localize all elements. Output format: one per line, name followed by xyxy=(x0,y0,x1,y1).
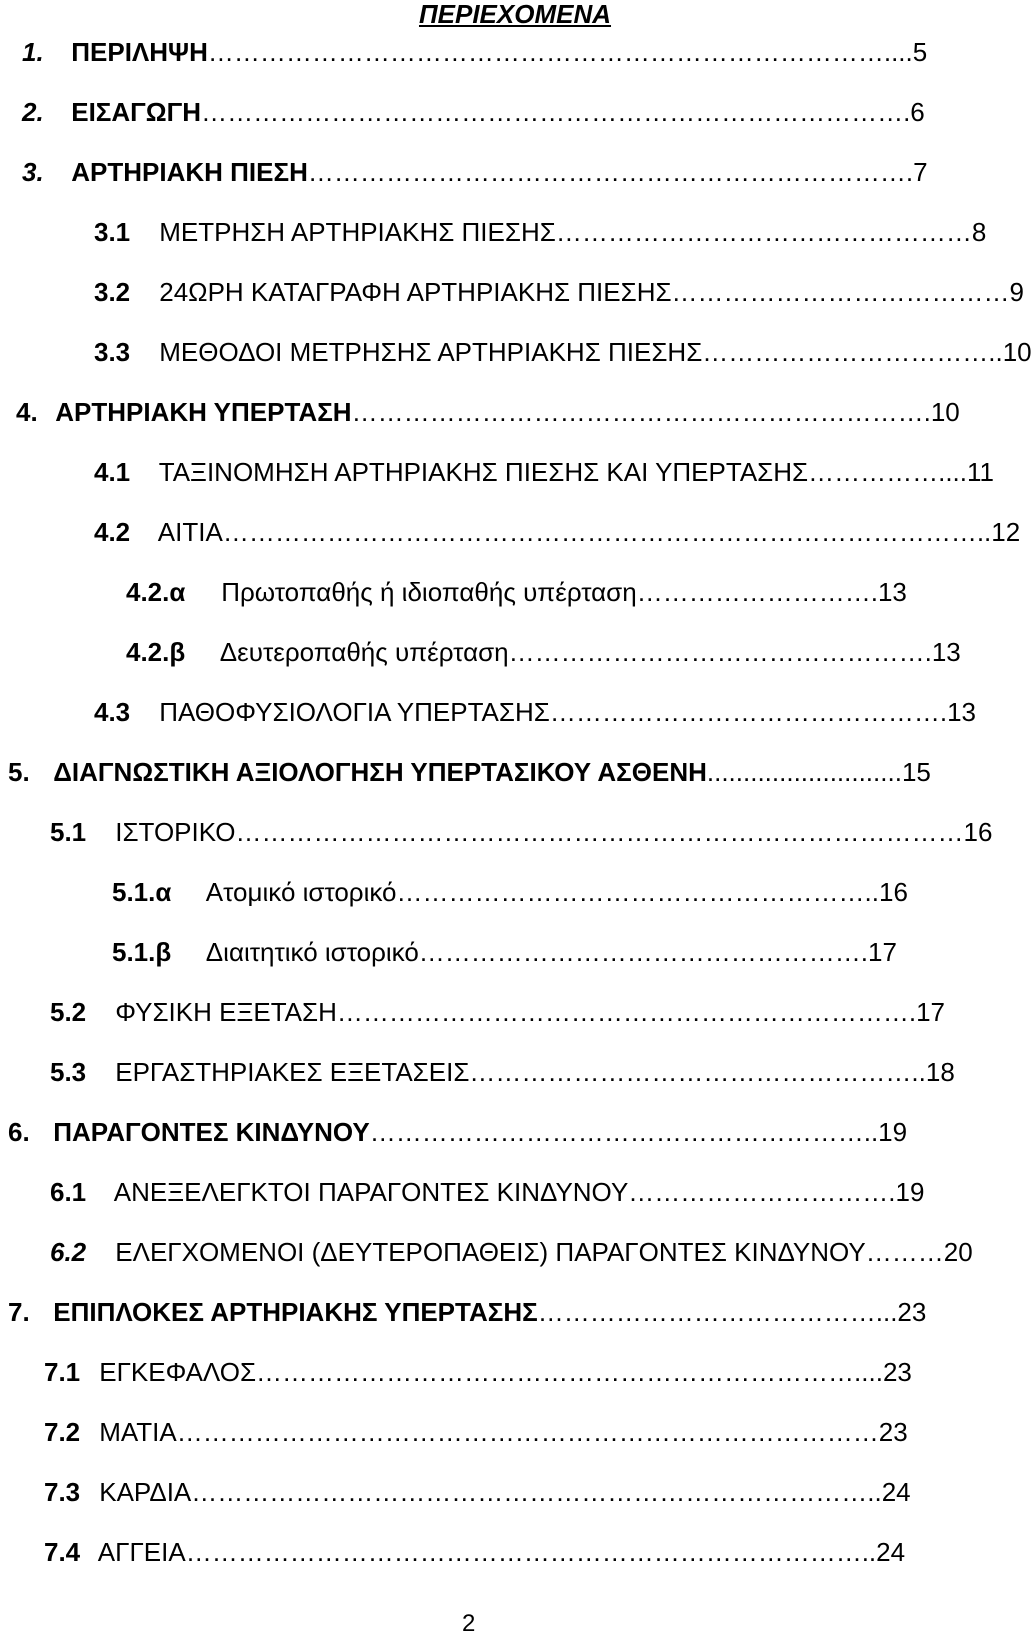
toc-entry-page: 23 xyxy=(897,1297,927,1327)
toc-entry-page: 11 xyxy=(967,457,994,487)
toc-entry-title: ΕΛΕΓΧΟΜΕΝΟΙ (ΔΕΥΤΕΡΟΠΑΘΕΙΣ) ΠΑΡΑΓΟΝΤΕΣ ΚΙΝΔΥΝΟΥ xyxy=(115,1237,866,1267)
toc-entry-page: 19 xyxy=(878,1117,908,1147)
toc-entry-number: 7.4 xyxy=(44,1537,81,1567)
toc-entry-title: ΑΓΓΕΙΑ xyxy=(97,1537,186,1567)
toc-entry-page: 16 xyxy=(878,877,908,907)
toc-entry-number: 7.2 xyxy=(44,1417,81,1447)
toc-entry-number: 6.1 xyxy=(50,1177,87,1207)
toc-entry-number: 3. xyxy=(22,157,44,187)
toc-entry-5-1[interactable] xyxy=(50,816,993,848)
toc-entry-5[interactable] xyxy=(8,756,947,788)
toc-entry-number: 3.3 xyxy=(94,337,131,367)
toc-entry-page: 12 xyxy=(991,517,1021,547)
toc-entry-leader: ……… xyxy=(865,1237,944,1267)
toc-entry-leader: ……………………………………………………………………… xyxy=(176,1417,879,1447)
toc-entry-number: 7. xyxy=(8,1297,30,1327)
toc-entry-leader: …………………………………………………………………….. xyxy=(185,1537,877,1567)
toc-entry-4[interactable] xyxy=(16,396,960,428)
toc-entry-6-2[interactable] xyxy=(50,1236,973,1268)
toc-entry-title: Πρωτοπαθής ή ιδιοπαθής υπέρταση xyxy=(221,577,637,607)
toc-entry-title: ΕΡΓΑΣΤΗΡΙΑΚΕΣ ΕΞΕΤΑΣΕΙΣ xyxy=(115,1057,470,1087)
toc-entry-number: 4.2.α xyxy=(126,577,186,607)
toc-entry-number: 4.3 xyxy=(94,697,131,727)
toc-entry-page: 23 xyxy=(878,1417,908,1447)
toc-entry-5-1-a[interactable] xyxy=(112,876,947,908)
toc-entry-title: ΑΡΤΗΡΙΑΚΗ ΥΠΕΡΤΑΣΗ xyxy=(55,397,352,427)
toc-entry-leader: …………………………………………………………………….. xyxy=(191,1477,882,1507)
toc-entry-number: 3.1 xyxy=(94,217,131,247)
toc-entry-leader: …………………………………………………………….... xyxy=(256,1357,883,1387)
toc-entry-page: 15 xyxy=(901,757,931,787)
toc-entry-4-1[interactable] xyxy=(94,456,994,488)
toc-entry-7-4[interactable] xyxy=(44,1536,947,1568)
toc-entry-leader: ………………………………………………………………………… xyxy=(235,817,964,847)
toc-entry-title: Δευτεροπαθής υπέρταση xyxy=(219,637,509,667)
toc-entry-title: ΙΣΤΟΡΙΚΟ xyxy=(115,817,236,847)
toc-entry-leader: …………………………………………………………. xyxy=(336,997,917,1027)
toc-entry-page: 17 xyxy=(916,997,945,1027)
toc-entry-leader: …………………………………………. xyxy=(508,637,932,667)
toc-entry-title: ΜΑΤΙΑ xyxy=(99,1417,177,1447)
toc-entry-leader: ………………………………………………….. xyxy=(369,1117,879,1147)
toc-entry-7[interactable] xyxy=(8,1296,947,1328)
toc-entry-number: 5. xyxy=(8,757,30,787)
toc-entry-number: 5.1.α xyxy=(112,877,172,907)
toc-entry-title: 24ΩΡΗ ΚΑΤΑΓΡΑΦΗ ΑΡΤΗΡΙΑΚΗΣ ΠΙΕΣΗΣ xyxy=(159,277,672,307)
toc-entry-number: 5.2 xyxy=(50,997,87,1027)
toc-entry-page: 8 xyxy=(971,217,987,247)
toc-entry-number: 7.3 xyxy=(44,1477,81,1507)
toc-entry-title: ΠΑΡΑΓΟΝΤΕΣ ΚΙΝΔΥΝΟΥ xyxy=(53,1117,370,1147)
toc-entry-title: ΕΠΙΠΛΟΚΕΣ ΑΡΤΗΡΙΑΚΗΣ ΥΠΕΡΤΑΣΗΣ xyxy=(53,1297,538,1327)
toc-entry-leader: ……………………………………………….. xyxy=(396,877,879,907)
toc-entry-leader: ………………………………………. xyxy=(549,697,948,727)
page-number: 2 xyxy=(462,1610,476,1637)
toc-entry-3-3[interactable] xyxy=(94,336,1032,368)
toc-entry-title: Διαιτητικό ιστορικό xyxy=(205,937,419,967)
toc-entry-leader: …………….... xyxy=(808,457,967,487)
toc-entry-5-1-b[interactable] xyxy=(112,936,947,968)
toc-entry-title: ΜΕΘΟΔΟΙ ΜΕΤΡΗΣΗΣ ΑΡΤΗΡΙΑΚΗΣ ΠΙΕΣΗΣ xyxy=(159,337,703,367)
toc-entry-number: 4.2.β xyxy=(126,637,186,667)
toc-entry-number: 7.1 xyxy=(44,1357,81,1387)
toc-entry-7-1[interactable] xyxy=(44,1356,947,1388)
toc-entry-page: 10 xyxy=(930,397,960,427)
toc-entry-title: ΜΕΤΡΗΣΗ ΑΡΤΗΡΙΑΚΗΣ ΠΙΕΣΗΣ xyxy=(159,217,556,247)
toc-entry-leader: ........................... xyxy=(706,757,902,787)
toc-entry-leader: …………………………………………………………………….... xyxy=(207,37,913,67)
toc-entry-4-3[interactable] xyxy=(94,696,976,728)
toc-entry-3-1[interactable] xyxy=(94,216,987,248)
toc-entry-page: 20 xyxy=(943,1237,973,1267)
toc-entry-leader: …………………………………………….. xyxy=(469,1057,926,1087)
toc-entry-number: 5.1 xyxy=(50,817,87,847)
toc-entry-number: 4.2 xyxy=(94,517,131,547)
toc-entry-title: ΚΑΡΔΙΑ xyxy=(99,1477,192,1507)
toc-entry-title: ΤΑΞΙΝΟΜΗΣΗ ΑΡΤΗΡΙΑΚΗΣ ΠΙΕΣΗΣ ΚΑΙ ΥΠΕΡΤΑΣΗΣ xyxy=(158,457,809,487)
toc-entry-page: 13 xyxy=(947,697,976,727)
toc-entry-title: ΕΙΣΑΓΩΓΗ xyxy=(71,97,202,127)
toc-entry-6-1[interactable] xyxy=(50,1176,947,1208)
toc-entry-title: ΠΑΘΟΦΥΣΙΟΛΟΓΙΑ ΥΠΕΡΤΑΣΗΣ xyxy=(159,697,550,727)
toc-entry-number: 6. xyxy=(8,1117,30,1147)
toc-entry-page: 7 xyxy=(913,157,928,187)
toc-entry-number: 3.2 xyxy=(94,277,131,307)
toc-entry-title: ΕΓΚΕΦΑΛΟΣ xyxy=(99,1357,257,1387)
toc-entry-number: 4.1 xyxy=(94,457,131,487)
toc-entry-5-3[interactable] xyxy=(50,1056,955,1088)
toc-entry-5-2[interactable] xyxy=(50,996,947,1028)
toc-entry-leader: ………………………………… xyxy=(671,277,1010,307)
toc-entry-number: 2. xyxy=(22,97,44,127)
toc-heading: ΠΕΡΙΕΧΟΜΕΝΑ xyxy=(418,0,612,29)
toc-entry-1[interactable] xyxy=(22,36,947,68)
toc-entry-number: 1. xyxy=(22,37,44,67)
toc-entry-page: 5 xyxy=(912,37,928,67)
toc-entry-title: ΑΙΤΙΑ xyxy=(157,517,223,547)
toc-entry-3[interactable] xyxy=(22,156,947,188)
toc-entry-leader: ………………………………………………………………………. xyxy=(201,97,911,127)
toc-entry-leader: …………………………………... xyxy=(537,1297,898,1327)
toc-entry-4-2[interactable] xyxy=(94,516,1021,548)
toc-entry-number: 5.3 xyxy=(50,1057,87,1087)
toc-entry-2[interactable] xyxy=(22,96,947,128)
toc-entry-number: 6.2 xyxy=(50,1237,87,1267)
toc-entry-page: 6 xyxy=(910,97,925,127)
toc-entry-page: 17 xyxy=(868,937,897,967)
toc-entry-title: Ατομικό ιστορικό xyxy=(205,877,397,907)
toc-entry-4-2-b[interactable] xyxy=(126,636,961,668)
toc-entry-page: 18 xyxy=(925,1057,955,1087)
toc-entry-page: 13 xyxy=(931,637,961,667)
toc-entry-leader: …………………………….. xyxy=(702,337,1003,367)
toc-entry-title: ΔΙΑΓΝΩΣΤΙΚΗ ΑΞΙΟΛΟΓΗΣΗ ΥΠΕΡΤΑΣΙΚΟΥ ΑΣΘΕΝΗ xyxy=(53,757,707,787)
toc-entry-number: 4. xyxy=(16,397,38,427)
toc-entry-leader: ……………………………………………. xyxy=(418,937,869,967)
toc-entry-page: 13 xyxy=(877,577,907,607)
toc-entry-leader: …………………………………………………………. xyxy=(351,397,931,427)
toc-entry-leader: …………………………. xyxy=(628,1177,896,1207)
toc-entry-title: ΑΝΕΞΕΛΕΓΚΤΟΙ ΠΑΡΑΓΟΝΤΕΣ ΚΙΝΔΥΝΟΥ xyxy=(113,1177,629,1207)
toc-entry-6[interactable] xyxy=(8,1116,947,1148)
toc-entry-leader: ………………………………………… xyxy=(555,217,972,247)
toc-entry-leader: ………………………. xyxy=(636,577,878,607)
toc-entry-page: 9 xyxy=(1009,277,1025,307)
toc-entry-7-3[interactable] xyxy=(44,1476,947,1508)
toc-entry-title: ΦΥΣΙΚΗ ΕΞΕΤΑΣΗ xyxy=(115,997,337,1027)
toc-entry-page: 24 xyxy=(881,1477,911,1507)
toc-entry-4-2-a[interactable] xyxy=(126,576,947,608)
toc-entry-page: 16 xyxy=(963,817,993,847)
toc-entry-page: 19 xyxy=(895,1177,925,1207)
toc-entry-3-2[interactable] xyxy=(94,276,1025,308)
toc-entry-title: ΠΕΡΙΛΗΨΗ xyxy=(71,37,208,67)
toc-entry-leader: ……………………………………………………………. xyxy=(307,157,914,187)
toc-entry-title: ΑΡΤΗΡΙΑΚΗ ΠΙΕΣΗ xyxy=(71,157,308,187)
toc-entry-leader: …………………………………………………………………………….. xyxy=(222,517,992,547)
toc-entry-7-2[interactable] xyxy=(44,1416,947,1448)
toc-entry-page: 23 xyxy=(882,1357,912,1387)
toc-entry-page: 10 xyxy=(1002,337,1032,367)
toc-entry-page: 24 xyxy=(876,1537,906,1567)
toc-entry-number: 5.1.β xyxy=(112,937,172,967)
